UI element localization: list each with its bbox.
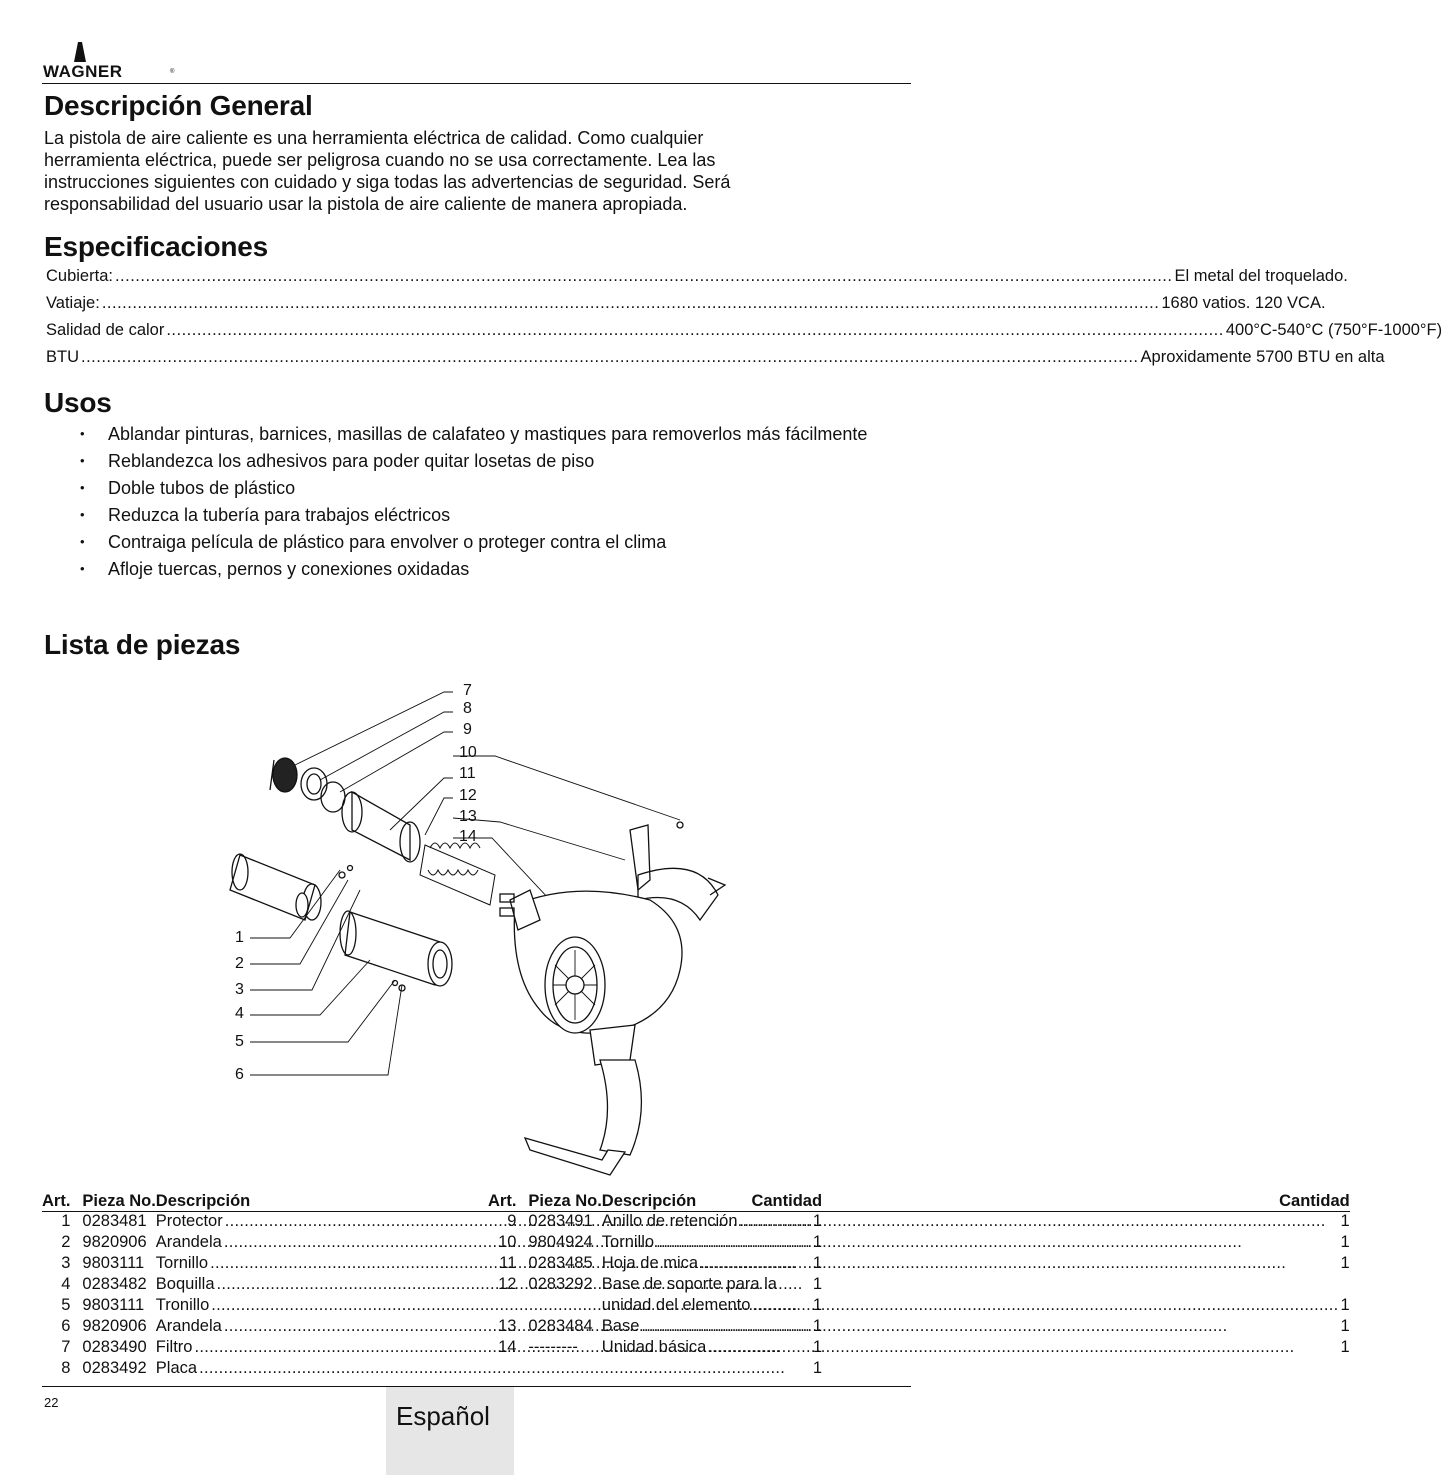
washer-part — [339, 872, 345, 878]
desc-text: Arandela — [155, 1317, 222, 1335]
general-line: La pistola de aire caliente es una herramienta eléctrica de calidad. Como cualquier — [44, 128, 704, 148]
protector-part — [230, 854, 321, 920]
qty-text: 1 — [1340, 1317, 1350, 1335]
qty-text: 1 — [1340, 1296, 1350, 1314]
table-row — [488, 1254, 1350, 1275]
piece-cell: 9804924 — [528, 1233, 593, 1251]
art-cell: 5 — [61, 1296, 71, 1314]
spec-row — [46, 348, 1385, 370]
art-cell: 3 — [61, 1254, 71, 1272]
list-item: • Ablandar pinturas, barnices, masillas de calafateo y mastiques para removerlos más fácilmente — [72, 424, 902, 444]
callout-number: 7 — [463, 682, 472, 699]
art-cell: 2 — [61, 1233, 71, 1251]
brand-reg: ® — [170, 69, 175, 75]
table-row — [488, 1275, 1350, 1296]
brand-name: WAGNER — [43, 62, 123, 81]
callout-number: 14 — [459, 828, 477, 845]
table-row — [488, 1212, 1350, 1234]
callout-number: 1 — [235, 929, 244, 946]
screw-part — [677, 822, 683, 828]
spec-leader — [166, 321, 1224, 340]
art-cell: 12 — [498, 1275, 517, 1293]
col-piece: Pieza No. — [82, 1191, 156, 1210]
plate-part — [301, 768, 327, 800]
callout-number: 8 — [463, 700, 472, 717]
spec-leader — [115, 267, 1173, 286]
qty-text: 1 — [1340, 1233, 1350, 1251]
piece-cell: 0283490 — [82, 1338, 147, 1356]
qty-text: 1 — [812, 1212, 823, 1230]
art-cell: 7 — [61, 1338, 71, 1356]
desc-text: Tornillo — [601, 1233, 655, 1251]
general-text — [44, 127, 904, 215]
desc-text: Tornillo — [155, 1254, 209, 1272]
qty-text: 1 — [812, 1275, 823, 1293]
piece-cell: 0283485 — [528, 1254, 593, 1272]
desc-text: Boquilla — [155, 1275, 215, 1293]
list-item: • Doble tubos de plástico — [72, 478, 902, 498]
table-row — [488, 1296, 1350, 1317]
piece-cell: 0283491 — [528, 1212, 593, 1230]
spec-row — [46, 321, 1442, 343]
qty-text: 1 — [812, 1317, 823, 1335]
exploded-diagram — [230, 680, 730, 1180]
col-desc-qty — [602, 1191, 1350, 1212]
spec-label: Cubierta: — [46, 267, 113, 285]
callout-number: 6 — [235, 1066, 244, 1083]
piece-cell: 0283481 — [82, 1212, 147, 1230]
col-desc: Descripción — [155, 1191, 251, 1210]
desc-cell — [602, 1296, 1350, 1317]
desc-cell — [602, 1233, 1350, 1254]
art-cell: 14 — [498, 1338, 517, 1356]
desc-text: Base — [601, 1317, 640, 1335]
table-row — [42, 1359, 822, 1380]
spec-label: Vatiaje: — [46, 294, 100, 312]
general-line: herramienta eléctrica, puede ser peligrosa cuando no se usa correctamente. Lea las — [44, 150, 716, 170]
art-cell: 11 — [499, 1254, 517, 1272]
filter-part — [270, 758, 297, 792]
art-cell: 13 — [498, 1317, 517, 1335]
general-title: Descripción General — [44, 90, 313, 121]
desc-cell — [602, 1338, 1350, 1359]
col-qty: Cantidad — [1279, 1191, 1350, 1210]
table-row — [488, 1233, 1350, 1254]
table-row — [488, 1317, 1350, 1338]
art-cell: 1 — [61, 1212, 71, 1230]
table-header — [488, 1191, 1350, 1212]
uses-title: Usos — [44, 387, 112, 418]
spec-label: BTU — [46, 348, 79, 366]
art-cell: 4 — [61, 1275, 71, 1293]
piece-cell: 9803111 — [82, 1296, 145, 1314]
list-item: • Contraiga película de plástico para envolver o proteger contra el clima — [72, 532, 902, 552]
page-number: 22 — [44, 1395, 59, 1410]
callout-number: 11 — [459, 765, 476, 782]
qty-text: 1 — [1340, 1254, 1350, 1272]
list-item: • Afloje tuercas, pernos y conexiones oxidadas — [72, 559, 902, 579]
qty-text: 1 — [812, 1254, 823, 1272]
spec-label: Salidad de calor — [46, 321, 165, 339]
qty-text: 1 — [1340, 1212, 1350, 1230]
art-cell: 10 — [498, 1233, 517, 1251]
spec-leader — [102, 294, 1160, 313]
callout-number: 10 — [459, 744, 477, 761]
spec-value: 400°C-540°C (750°F-1000°F) — [1225, 321, 1442, 339]
desc-text: Unidad básica — [601, 1338, 707, 1356]
callout-number: 2 — [235, 955, 244, 972]
desc-text: Anillo de retención — [601, 1212, 738, 1230]
spec-row — [46, 294, 1326, 316]
desc-text: Tronillo — [155, 1296, 210, 1314]
col-art: Art. — [42, 1191, 82, 1212]
piece-cell: 9820906 — [82, 1233, 147, 1251]
piece-cell: 0283492 — [82, 1359, 147, 1377]
retaining-ring-part — [321, 782, 345, 812]
list-item: • Reblandezca los adhesivos para poder quitar losetas de piso — [72, 451, 902, 471]
uses-list — [72, 424, 902, 586]
col-art: Art. — [488, 1191, 528, 1212]
callout-number: 9 — [463, 721, 472, 738]
spec-leader — [81, 348, 1139, 367]
element-part — [420, 843, 495, 905]
mica-sheet-part — [342, 792, 420, 862]
callout-number: 13 — [459, 808, 477, 825]
qty-text: 1 — [812, 1359, 823, 1377]
qty-text: 1 — [812, 1233, 823, 1251]
piece-cell: 0283484 — [528, 1317, 593, 1335]
specs-title: Especificaciones — [44, 231, 269, 262]
top-rule — [42, 83, 911, 84]
callout-number: 12 — [459, 787, 477, 804]
wagner-logo — [42, 40, 177, 84]
qty-text: 1 — [812, 1296, 823, 1314]
desc-cell — [156, 1359, 822, 1380]
language-tab — [386, 1387, 514, 1475]
desc-text: Base de soporte para la — [601, 1275, 777, 1293]
desc-text: Arandela — [155, 1233, 222, 1251]
callout-number: 5 — [235, 1033, 244, 1050]
qty-text: 1 — [812, 1338, 823, 1356]
col-qty: Cantidad — [751, 1191, 823, 1210]
desc-text: unidad del elemento — [601, 1296, 751, 1314]
parts-title: Lista de piezas — [44, 629, 241, 660]
general-line: responsabilidad del usuario usar la pistola de aire caliente de manera apropiada. — [44, 194, 688, 214]
callout-number: 4 — [235, 1005, 244, 1022]
qty-text: 1 — [1340, 1338, 1350, 1356]
col-desc: Descripción — [601, 1191, 697, 1210]
piece-cell: --------- — [528, 1338, 578, 1356]
piece-cell: 9820906 — [82, 1317, 147, 1335]
spec-value: El metal del troquelado. — [1174, 267, 1348, 285]
piece-cell: 0283482 — [82, 1275, 147, 1293]
art-cell: 6 — [61, 1317, 71, 1335]
parts-table-right — [488, 1191, 1350, 1359]
piece-cell: 9803111 — [82, 1254, 145, 1272]
desc-cell — [602, 1254, 1350, 1275]
desc-cell — [602, 1275, 1350, 1296]
general-line: instrucciones siguientes con cuidado y siga todas las advertencias de seguridad. Será — [44, 172, 731, 192]
spec-row — [46, 267, 1348, 289]
gun-body — [500, 890, 682, 1175]
desc-text: Placa — [155, 1359, 198, 1377]
col-piece: Pieza No. — [528, 1191, 602, 1210]
desc-cell — [602, 1212, 1350, 1234]
art-cell: 8 — [61, 1359, 71, 1377]
piece-cell: 0283292 — [528, 1275, 593, 1293]
list-item: • Reduzca la tubería para trabajos eléctricos — [72, 505, 902, 525]
desc-text: Protector — [155, 1212, 223, 1230]
desc-text: Filtro — [155, 1338, 193, 1356]
desc-text: Hoja de mica — [601, 1254, 699, 1272]
spec-value: 1680 vatios. 120 VCA. — [1161, 294, 1326, 312]
spec-value: Aproxidamente 5700 BTU en alta — [1140, 348, 1385, 366]
desc-cell — [602, 1317, 1350, 1338]
screw-part — [348, 866, 353, 871]
table-row — [488, 1338, 1350, 1359]
art-cell: 9 — [507, 1212, 517, 1230]
callout-number: 3 — [235, 981, 244, 998]
language-label: Español — [396, 1401, 490, 1431]
